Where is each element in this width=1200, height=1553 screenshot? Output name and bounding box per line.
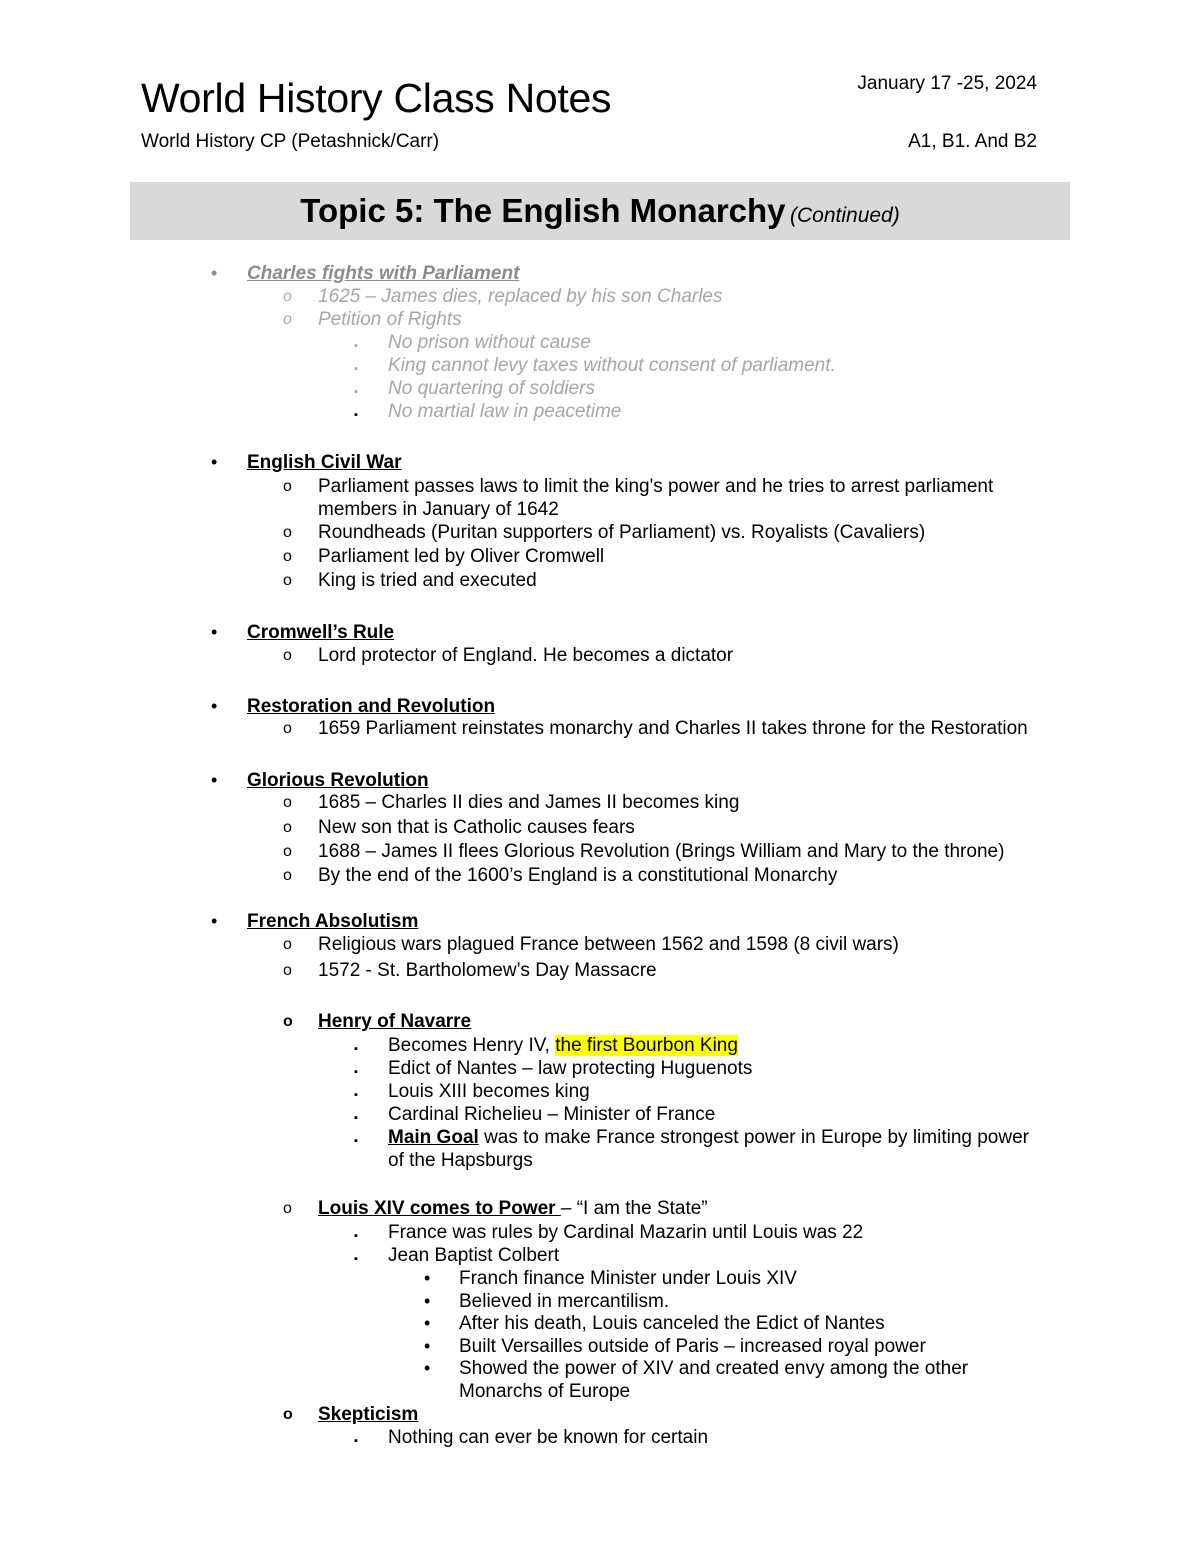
main-goal-label: Main Goal bbox=[388, 1127, 479, 1148]
circle-marker: o bbox=[283, 1013, 293, 1030]
list-item-text: 1625 – James dies, replaced by his son Charles bbox=[318, 286, 723, 307]
list-item-text: Monarchs of Europe bbox=[459, 1381, 631, 1402]
square-marker: ▪ bbox=[354, 1089, 358, 1101]
list-item-text: King is tried and executed bbox=[318, 570, 537, 591]
list-item-text: members in January of 1642 bbox=[318, 499, 559, 520]
list-item-text: By the end of the 1600’s England is a constitutional Monarchy bbox=[318, 865, 838, 886]
circle-marker: o bbox=[283, 1406, 293, 1423]
circle-marker: o bbox=[283, 478, 292, 495]
circle-marker: o bbox=[283, 548, 292, 565]
list-item-text: Showed the power of XIV and created envy among the other bbox=[459, 1358, 969, 1379]
main-goal-text: was to make France strongest power in Europe by limiting power bbox=[478, 1127, 1029, 1148]
list-item-text: 1688 – James II flees Glorious Revolution (Brings William and Mary to the throne) bbox=[318, 841, 1005, 862]
list-item-text: Roundheads (Puritan supporters of Parliament) vs. Royalists (Cavaliers) bbox=[318, 522, 926, 543]
square-marker: ▪ bbox=[354, 1043, 358, 1055]
list-item-text: Lord protector of England. He becomes a dictator bbox=[318, 645, 734, 666]
class-sections: A1, B1. And B2 bbox=[908, 131, 1037, 152]
circle-marker: o bbox=[283, 524, 292, 541]
list-item-text: France was rules by Cardinal Mazarin until Louis was 22 bbox=[388, 1222, 864, 1243]
list-item-text: Parliament passes laws to limit the king's power and he tries to arrest parliament bbox=[318, 476, 994, 497]
section-heading-charles: Charles fights with Parliament bbox=[247, 263, 520, 284]
bullet-marker: • bbox=[211, 770, 218, 790]
list-item-text: Edict of Nantes – law protecting Huguenots bbox=[388, 1058, 753, 1079]
square-marker: ▪ bbox=[354, 1253, 358, 1265]
list-item-text bbox=[318, 1197, 708, 1220]
list-item-text: 1572 - St. Bartholomew’s Day Massacre bbox=[318, 960, 657, 981]
topic-title: Topic 5: The English Monarchy bbox=[300, 192, 786, 229]
bullet-marker: • bbox=[424, 1358, 431, 1378]
bullet-marker: • bbox=[424, 1291, 431, 1311]
list-item-text: 1659 Parliament reinstates monarchy and Charles II takes throne for the Restoration bbox=[318, 718, 1028, 739]
list-item-text: Parliament led by Oliver Cromwell bbox=[318, 546, 605, 567]
subsection-heading-henry: Henry of Navarre bbox=[318, 1011, 472, 1032]
section-heading-restoration: Restoration and Revolution bbox=[247, 696, 496, 717]
course-name: World History CP (Petashnick/Carr) bbox=[141, 131, 440, 152]
list-item-text: After his death, Louis canceled the Edict of Nantes bbox=[459, 1313, 885, 1334]
square-marker: ▪ bbox=[354, 1066, 358, 1078]
highlighted-text: the first Bourbon King bbox=[555, 1035, 738, 1056]
section-heading-glorious: Glorious Revolution bbox=[247, 770, 429, 791]
square-marker: ▪ bbox=[354, 1230, 358, 1242]
circle-marker: o bbox=[283, 311, 292, 328]
list-item-text: Nothing can ever be known for certain bbox=[388, 1427, 709, 1448]
list-item-text: Petition of Rights bbox=[318, 309, 462, 330]
bullet-marker: • bbox=[211, 622, 218, 642]
list-item-text: Franch finance Minister under Louis XIV bbox=[459, 1268, 797, 1289]
list-item-text: Louis XIII becomes king bbox=[388, 1081, 590, 1102]
list-item-text: Built Versailles outside of Paris – increased royal power bbox=[459, 1336, 926, 1357]
list-item-text: No prison without cause bbox=[388, 332, 591, 353]
list-item-text: Jean Baptist Colbert bbox=[388, 1245, 560, 1266]
square-marker: ▪ bbox=[354, 363, 358, 375]
list-item-text bbox=[388, 1126, 1029, 1149]
section-heading-cromwell: Cromwell’s Rule bbox=[247, 622, 395, 643]
circle-marker: o bbox=[283, 936, 292, 953]
circle-marker: o bbox=[283, 647, 292, 664]
square-marker: ▪ bbox=[354, 1435, 358, 1447]
list-item-text: Religious wars plagued France between 1562 and 1598 (8 civil wars) bbox=[318, 934, 899, 955]
subsection-heading-louis: Louis XIV comes to Power bbox=[318, 1198, 561, 1219]
list-item-text: of the Hapsburgs bbox=[388, 1150, 533, 1171]
bullet-marker: • bbox=[424, 1313, 431, 1333]
section-heading-french: French Absolutism bbox=[247, 911, 419, 932]
square-marker: ▪ bbox=[354, 340, 358, 352]
list-item-text: Believed in mercantilism. bbox=[459, 1291, 670, 1312]
circle-marker: o bbox=[283, 843, 292, 860]
bullet-marker: • bbox=[211, 911, 218, 931]
list-item-text: New son that is Catholic causes fears bbox=[318, 817, 635, 838]
section-heading-civil-war: English Civil War bbox=[247, 452, 402, 473]
louis-quote: – “I am the State” bbox=[560, 1198, 708, 1219]
square-marker: ▪ bbox=[354, 1135, 358, 1147]
circle-marker: o bbox=[283, 794, 292, 811]
list-item-text: No quartering of soldiers bbox=[388, 378, 595, 399]
square-marker: ▪ bbox=[354, 386, 358, 398]
bullet-marker: • bbox=[424, 1268, 431, 1288]
list-item-text: No martial law in peacetime bbox=[388, 401, 622, 422]
list-item-text: Cardinal Richelieu – Minister of France bbox=[388, 1104, 716, 1125]
circle-marker: o bbox=[283, 867, 292, 884]
list-item-text: 1685 – Charles II dies and James II becomes king bbox=[318, 792, 740, 813]
circle-marker: o bbox=[283, 819, 292, 836]
square-marker: ▪ bbox=[354, 1112, 358, 1124]
circle-marker: o bbox=[283, 962, 292, 979]
bullet-marker: • bbox=[211, 696, 218, 716]
circle-marker: o bbox=[283, 288, 292, 305]
circle-marker: o bbox=[283, 1200, 292, 1217]
topic-subtitle: (Continued) bbox=[790, 204, 900, 227]
document-date: January 17 -25, 2024 bbox=[857, 73, 1037, 94]
list-item-text bbox=[388, 1034, 738, 1057]
topic-banner bbox=[130, 182, 1070, 240]
square-marker: ▪ bbox=[354, 409, 358, 421]
list-item-text: King cannot levy taxes without consent of parliament. bbox=[388, 355, 836, 376]
becomes-henry-text: Becomes Henry IV, bbox=[388, 1035, 556, 1056]
bullet-marker: • bbox=[424, 1336, 431, 1356]
circle-marker: o bbox=[283, 720, 292, 737]
circle-marker: o bbox=[283, 572, 292, 589]
document-title: World History Class Notes bbox=[141, 75, 612, 121]
subsection-heading-skepticism: Skepticism bbox=[318, 1404, 419, 1425]
bullet-marker: • bbox=[211, 263, 218, 283]
bullet-marker: • bbox=[211, 452, 218, 472]
